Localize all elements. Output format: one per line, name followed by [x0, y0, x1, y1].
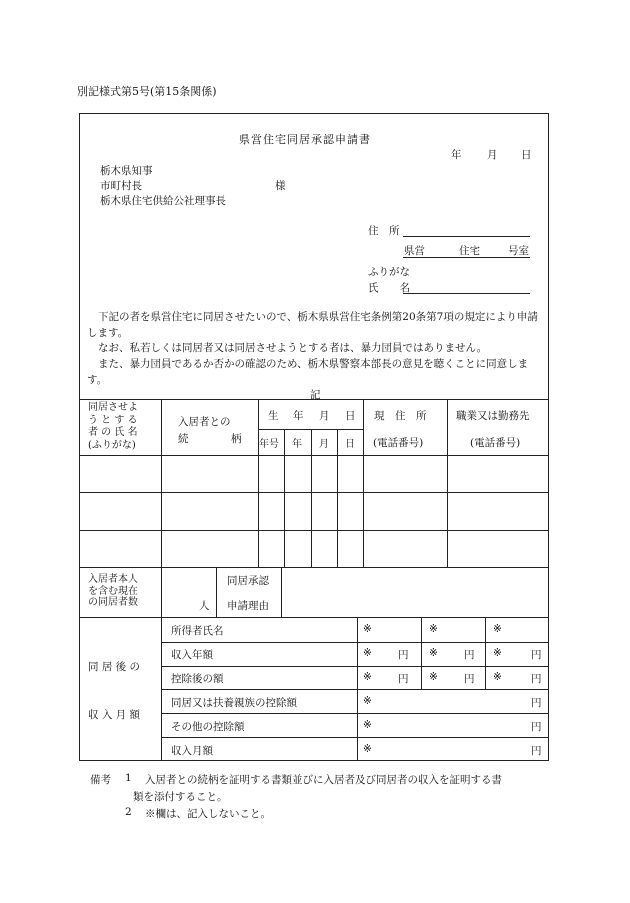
note-1-num: 1	[125, 772, 132, 784]
addressee-mayor: 市町村長	[100, 180, 142, 192]
header-relation-gara: 柄	[231, 433, 242, 445]
header-birth-nichi: 日	[345, 410, 356, 422]
count-label: 入居者本人 を含む現在 の同居者数	[88, 574, 138, 608]
address-line[interactable]	[403, 236, 530, 237]
header-birth-nen: 年	[293, 410, 304, 422]
unit-r3c1: 円	[398, 673, 409, 685]
mark-r5: ※	[363, 719, 372, 731]
mark-r2c2: ※	[429, 647, 438, 659]
mark-r6: ※	[363, 743, 372, 755]
furigana-label: ふりがな	[368, 266, 410, 278]
form-label: 別記様式第5号(第15条関係)	[77, 85, 217, 98]
date-year: 年	[451, 149, 462, 161]
income-row-annual: 収入年額	[171, 649, 213, 661]
note-1-line1: 入居者との続柄を証明する書類並びに入居者及び同居者の収入を証明する書	[145, 774, 502, 786]
unit-r2c2: 円	[464, 649, 475, 661]
housing-line[interactable]	[403, 257, 530, 258]
unit-r5: 円	[531, 721, 542, 733]
honorific: 様	[275, 180, 286, 192]
addressee-corporation: 栃木県住宅供給公社理事長	[100, 195, 226, 207]
note-2-line1: ※欄は、記入しないこと。	[145, 808, 271, 820]
header-birth-era: 年号	[259, 439, 279, 450]
name-label: 氏 名	[368, 282, 410, 294]
body-paragraph-2: なお、私若しくは同居者又は同居させようとする者は、暴力団員ではありません。	[98, 342, 488, 354]
header-job-phone: (電話番号)	[470, 437, 521, 449]
mark-r1c1: ※	[363, 623, 372, 635]
income-row-other-deduction: その他の控除額	[171, 721, 245, 733]
income-row-monthly: 収入月額	[171, 745, 213, 757]
note-1-line2: 類を添付すること。	[133, 791, 228, 803]
date-day: 日	[521, 149, 532, 161]
body-paragraph-1: 下記の者を県営住宅に同居させたいので、栃木県県営住宅条例第20条第7項の規定により申請します。	[87, 311, 538, 339]
reason-label-line1: 同居承認	[227, 575, 269, 587]
form-title: 県営住宅同居承認申請書	[239, 133, 371, 146]
notes-label: 備考	[90, 774, 111, 786]
housing-house: 住宅	[459, 245, 480, 257]
income-row-after-deduction: 控除後の額	[171, 673, 224, 685]
header-relation-zoku: 続	[178, 433, 189, 445]
note-2-num: 2	[125, 806, 132, 818]
count-unit: 人	[199, 600, 210, 612]
unit-r2c3: 円	[531, 649, 542, 661]
unit-r6: 円	[531, 745, 542, 757]
header-address-phone: (電話番号)	[373, 437, 424, 449]
income-row-earner-name: 所得者氏名	[171, 625, 224, 637]
housing-room: 号室	[508, 245, 529, 257]
header-person: 同居させよ う と す る 者 の 氏 名 (ふりがな)	[88, 402, 138, 451]
mark-r1c3: ※	[493, 623, 502, 635]
header-relation-line1: 入居者との	[178, 416, 231, 428]
unit-r3c2: 円	[464, 673, 475, 685]
mark-r3c3: ※	[493, 671, 502, 683]
income-row-dependent-deduction: 同居又は扶養親族の控除額	[171, 697, 297, 709]
unit-r4: 円	[531, 697, 542, 709]
ki-label: 記	[310, 389, 321, 401]
name-line[interactable]	[403, 293, 530, 294]
addressee-governor: 栃木県知事	[100, 165, 153, 177]
header-birth-gatsu: 月	[319, 410, 330, 422]
header-birth-sei: 生	[268, 410, 279, 422]
header-birth-month: 月	[319, 439, 329, 450]
unit-r3c3: 円	[531, 673, 542, 685]
header-address: 現 住 所	[374, 410, 427, 422]
header-job: 職業又は勤務先	[456, 410, 530, 422]
unit-r2c1: 円	[398, 649, 409, 661]
address-label: 住 所	[368, 225, 400, 237]
body-paragraph-3: また、暴力団員であるか否かの確認のため、栃木県警察本部長の意見を聴くことに同意します。	[87, 358, 529, 386]
date-month: 月	[487, 149, 498, 161]
mark-r3c1: ※	[363, 671, 372, 683]
mark-r2c1: ※	[363, 647, 372, 659]
header-birth-day: 日	[345, 439, 355, 450]
housing-prefecture: 県営	[404, 245, 425, 257]
reason-label-line2: 申請理由	[227, 600, 269, 612]
income-label-line1: 同 居 後 の	[88, 661, 141, 673]
mark-r3c2: ※	[429, 671, 438, 683]
mark-r1c2: ※	[429, 623, 438, 635]
header-birth-year: 年	[292, 439, 302, 450]
mark-r4: ※	[363, 695, 372, 707]
income-label-line2: 収 入 月 額	[88, 709, 141, 721]
mark-r2c3: ※	[493, 647, 502, 659]
